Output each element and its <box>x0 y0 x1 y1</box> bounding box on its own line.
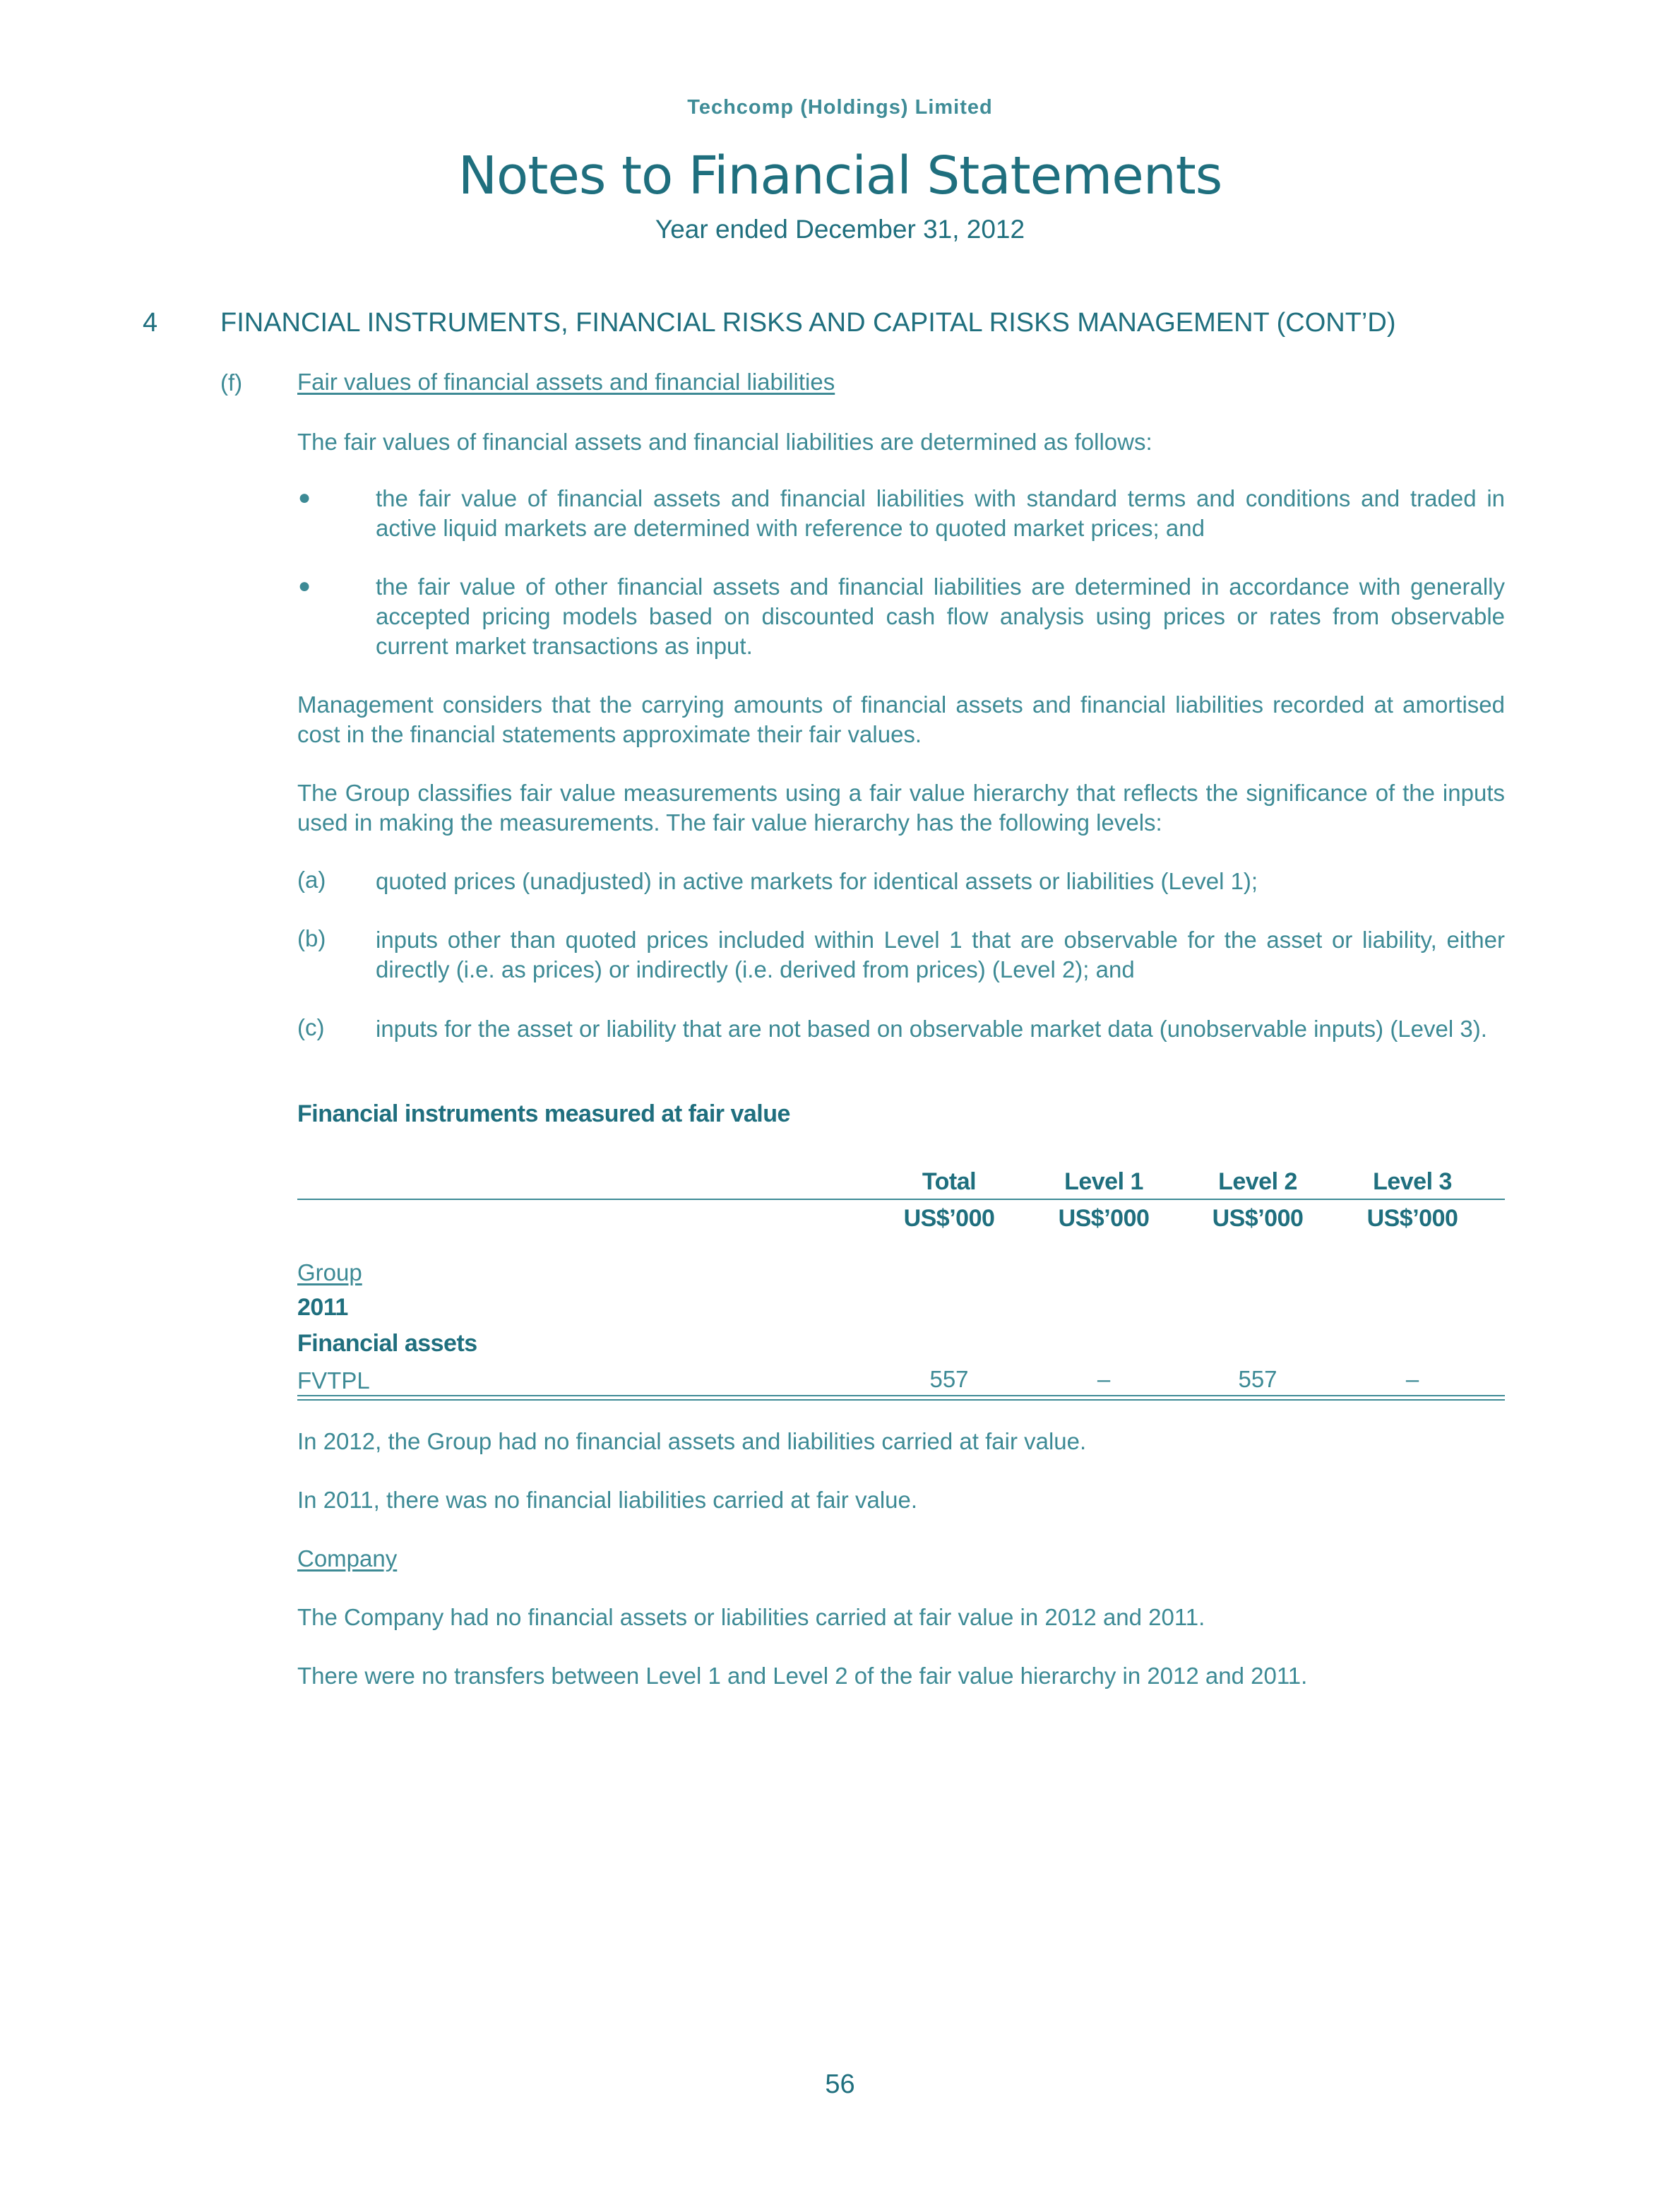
table-cell-level2: 557 <box>1238 1366 1277 1392</box>
page-title: Notes to Financial Statements <box>458 145 1222 206</box>
level-letter: (a) <box>297 867 326 893</box>
table-heading: Financial instruments measured at fair value <box>297 1100 790 1127</box>
unit-header-level3: US$’000 <box>1366 1205 1458 1232</box>
page-subtitle: Year ended December 31, 2012 <box>655 215 1025 244</box>
company-note: The Company had no financial assets or liabilities carried at fair value in 2012 and 2011. <box>297 1604 1205 1630</box>
table-header-rule <box>297 1199 1505 1200</box>
column-header-level3: Level 3 <box>1373 1168 1452 1195</box>
note-2011: In 2011, there was no financial liabilities carried at fair value. <box>297 1487 918 1513</box>
column-header-total: Total <box>922 1168 977 1195</box>
group-label: Group <box>297 1259 362 1285</box>
level-letter: (c) <box>297 1014 325 1040</box>
table-year: 2011 <box>297 1294 348 1321</box>
table-cell-level3: – <box>1405 1366 1419 1392</box>
unit-header-level1: US$’000 <box>1058 1205 1150 1232</box>
table-bottom-rule-double <box>297 1399 1505 1401</box>
table-cell-level1: – <box>1097 1366 1111 1392</box>
page-number: 56 <box>825 2069 855 2099</box>
subsection-label: (f) <box>220 369 243 396</box>
management-paragraph: Management considers that the carrying amounts of financial assets and financial liabilities recorded at amortised cost in the financial statements approximate their fair values. <box>297 691 1505 747</box>
intro-paragraph: The fair values of financial assets and financial liabilities are determined as follows: <box>297 429 1152 455</box>
bullet-icon: ● <box>298 486 311 509</box>
bullet-item: the fair value of financial assets and financial liabilities with standard terms and conditions and traded in active liquid markets are determined with reference to quoted market prices; and <box>376 485 1505 541</box>
level-item: inputs other than quoted prices included within Level 1 that are observable for the asset or liability, either directly (i.e. as prices) or indirectly (i.e. derived from prices) (Level 2); and <box>376 927 1505 982</box>
unit-header-level2: US$’000 <box>1212 1205 1304 1232</box>
hierarchy-paragraph: The Group classifies fair value measurements using a fair value hierarchy that reflects the significance of the inputs used in making the measurements. The fair value hierarchy has the following levels: <box>297 780 1505 836</box>
level-letter: (b) <box>297 925 326 951</box>
table-bottom-rule <box>297 1395 1505 1396</box>
column-header-level1: Level 1 <box>1064 1168 1143 1195</box>
level-item: quoted prices (unadjusted) in active markets for identical assets or liabilities (Level 1); <box>376 868 1258 894</box>
unit-header-total: US$’000 <box>903 1205 995 1232</box>
bullet-item: the fair value of other financial assets and financial liabilities are determined in accordance with generally accepted pricing models based on discounted cash flow analysis using prices or rates from observable current market transactions as input. <box>376 574 1505 659</box>
column-header-level2: Level 2 <box>1218 1168 1297 1195</box>
bullet-icon: ● <box>298 574 311 598</box>
company-label: Company <box>297 1545 398 1572</box>
company-name: Techcomp (Holdings) Limited <box>687 96 993 119</box>
table-cell-total: 557 <box>929 1366 969 1392</box>
table-row-label: FVTPL <box>297 1367 370 1394</box>
note-2012: In 2012, the Group had no financial assets and liabilities carried at fair value. <box>297 1428 1087 1454</box>
section-title: FINANCIAL INSTRUMENTS, FINANCIAL RISKS AND CAPITAL RISKS MANAGEMENT (CONT’D) <box>220 308 1396 338</box>
subsection-title: Fair values of financial assets and financial liabilities <box>297 369 835 395</box>
section-number: 4 <box>143 308 158 338</box>
transfers-note: There were no transfers between Level 1 and Level 2 of the fair value hierarchy in 2012 and 2011. <box>297 1663 1308 1689</box>
table-category: Financial assets <box>297 1330 477 1357</box>
level-item: inputs for the asset or liability that are not based on observable market data (unobservable inputs) (Level 3). <box>376 1016 1487 1042</box>
